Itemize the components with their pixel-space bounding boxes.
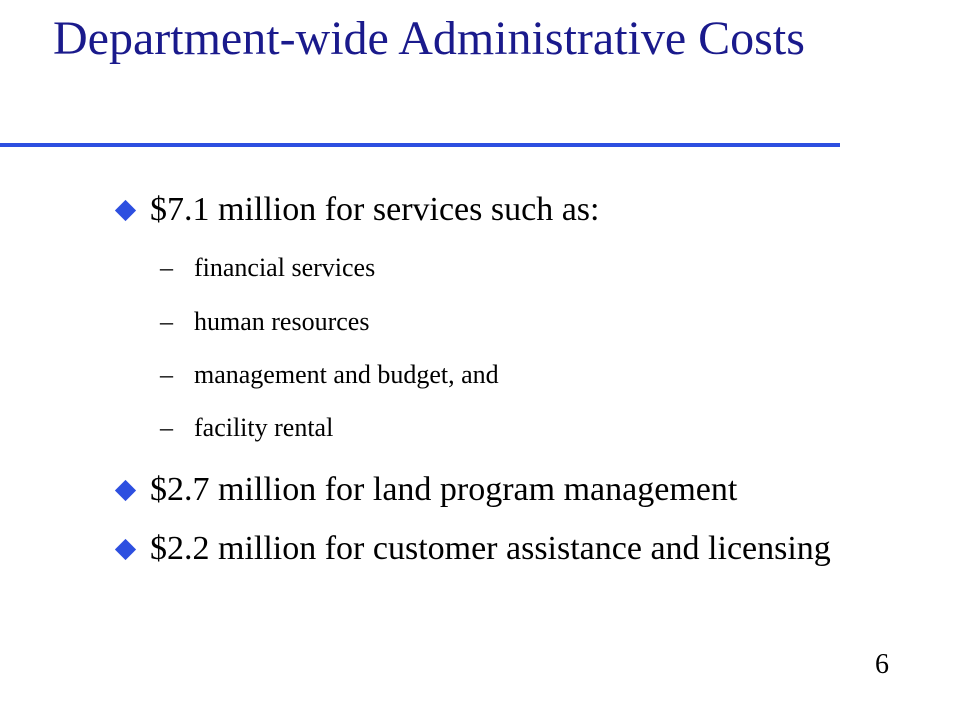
page-number: 6	[875, 649, 889, 680]
sub-item-text: management and budget, and	[194, 360, 499, 389]
dash-marker: –	[160, 253, 173, 282]
bullet-text: $2.7 million for land program management	[150, 471, 738, 508]
sub-item-text: financial services	[194, 253, 376, 282]
bullet-text: $2.2 million for customer assistance and licensing	[150, 530, 831, 567]
diamond-bullet-icon	[115, 539, 136, 560]
diamond-bullet-icon	[115, 480, 136, 501]
title-underline	[0, 143, 840, 147]
sub-item-text: facility rental	[194, 413, 334, 442]
sub-item-text: human resources	[194, 307, 370, 336]
bullet-text: $7.1 million for services such as:	[150, 191, 600, 228]
slide-title: Department-wide Administrative Costs	[53, 12, 805, 65]
diamond-bullet-icon	[115, 200, 136, 221]
dash-marker: –	[160, 413, 173, 442]
dash-marker: –	[160, 307, 173, 336]
dash-marker: –	[160, 360, 173, 389]
